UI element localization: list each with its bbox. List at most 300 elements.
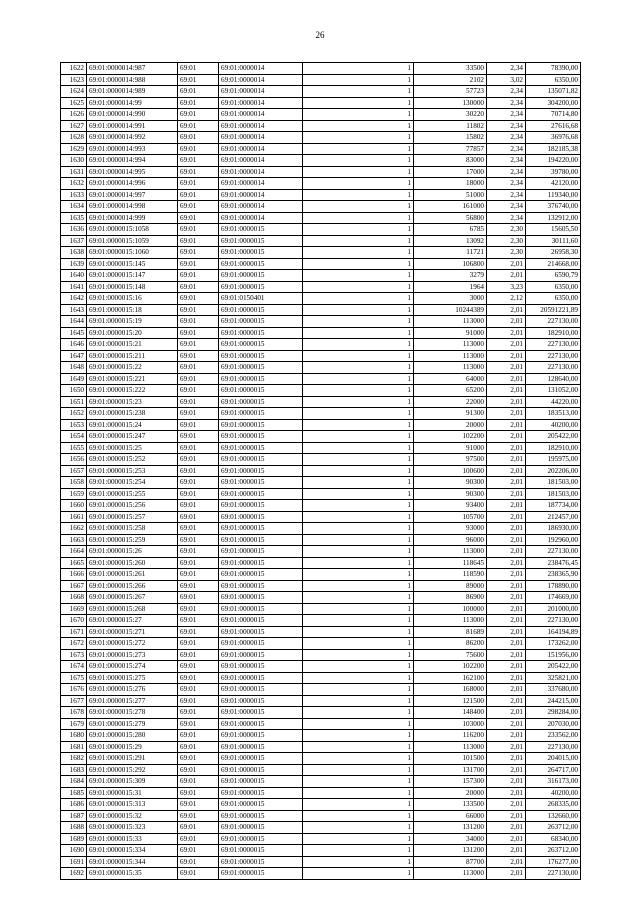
count-cell: 1 [303,97,414,109]
area-cell: 90300 [414,488,487,500]
specific-value-cell: 2,34 [487,97,526,109]
table-row [61,396,581,408]
quarter-number-cell: 69:01:0000015 [219,741,303,753]
area-cell: 11721 [414,247,487,259]
cadastral-value-cell: 176277,00 [526,856,581,868]
count-cell: 1 [303,695,414,707]
quarter-number-cell: 69:01:0000015 [219,362,303,374]
cadastral-value-cell: 268335,00 [526,799,581,811]
specific-value-cell: 2,34 [487,86,526,98]
district-code-cell: 69:01 [178,511,219,523]
cadastral-number-cell: 69:01:0000015:260 [87,557,178,569]
table-row [61,189,581,201]
district-code-cell: 69:01 [178,626,219,638]
cadastral-value-cell: 227130,00 [526,615,581,627]
table-row [61,845,581,857]
table-row [61,546,581,558]
specific-value-cell: 2,34 [487,109,526,121]
cadastral-value-cell: 183513,00 [526,408,581,420]
district-code-cell: 69:01 [178,741,219,753]
specific-value-cell: 2,01 [487,810,526,822]
count-cell: 1 [303,638,414,650]
cadastral-value-cell: 42120,00 [526,178,581,190]
quarter-number-cell: 69:01:0000014 [219,120,303,132]
quarter-number-cell: 69:01:0000015 [219,856,303,868]
cadastral-value-cell: 6350,00 [526,281,581,293]
table-row [61,626,581,638]
cadastral-value-cell: 207030,00 [526,718,581,730]
row-number-cell: 1666 [61,569,87,581]
cadastral-number-cell: 69:01:0000015:145 [87,258,178,270]
specific-value-cell: 2,01 [487,316,526,328]
district-code-cell: 69:01 [178,822,219,834]
district-code-cell: 69:01 [178,419,219,431]
specific-value-cell: 2,01 [487,695,526,707]
cadastral-value-cell: 174669,00 [526,592,581,604]
area-cell: 113000 [414,339,487,351]
cadastral-number-cell: 69:01:0000015:19 [87,316,178,328]
count-cell: 1 [303,546,414,558]
specific-value-cell: 2,01 [487,845,526,857]
quarter-number-cell: 69:01:0000015 [219,396,303,408]
area-cell: 113000 [414,362,487,374]
row-number-cell: 1668 [61,592,87,604]
cadastral-number-cell: 69:01:0000014:995 [87,166,178,178]
row-number-cell: 1622 [61,63,87,75]
cadastral-value-cell: 238365,90 [526,569,581,581]
cadastral-number-cell: 69:01:0000015:18 [87,304,178,316]
cadastral-number-cell: 69:01:0000015:273 [87,649,178,661]
specific-value-cell: 2,34 [487,155,526,167]
quarter-number-cell: 69:01:0000015 [219,465,303,477]
table-row [61,580,581,592]
district-code-cell: 69:01 [178,396,219,408]
area-cell: 102200 [414,431,487,443]
count-cell: 1 [303,235,414,247]
cadastral-value-cell: 192960,00 [526,534,581,546]
count-cell: 1 [303,718,414,730]
cadastral-number-cell: 69:01:0000014:99 [87,97,178,109]
cadastral-number-cell: 69:01:0000014:993 [87,143,178,155]
specific-value-cell: 2,01 [487,534,526,546]
table-row [61,293,581,305]
area-cell: 87700 [414,856,487,868]
area-cell: 86200 [414,638,487,650]
cadastral-value-cell: 119340,00 [526,189,581,201]
quarter-number-cell: 69:01:0000014 [219,86,303,98]
table-row [61,373,581,385]
area-cell: 11802 [414,120,487,132]
cadastral-number-cell: 69:01:0000014:991 [87,120,178,132]
quarter-number-cell: 69:01:0000015 [219,523,303,535]
area-cell: 3279 [414,270,487,282]
area-cell: 113000 [414,350,487,362]
row-number-cell: 1634 [61,201,87,213]
specific-value-cell: 2,01 [487,258,526,270]
specific-value-cell: 2,01 [487,730,526,742]
cadastral-value-cell: 186930,00 [526,523,581,535]
row-number-cell: 1673 [61,649,87,661]
row-number-cell: 1664 [61,546,87,558]
cadastral-number-cell: 69:01:0000014:997 [87,189,178,201]
district-code-cell: 69:01 [178,776,219,788]
table-row [61,684,581,696]
specific-value-cell: 2,01 [487,408,526,420]
count-cell: 1 [303,270,414,282]
district-code-cell: 69:01 [178,97,219,109]
count-cell: 1 [303,247,414,259]
quarter-number-cell: 69:01:0000014 [219,166,303,178]
count-cell: 1 [303,419,414,431]
row-number-cell: 1680 [61,730,87,742]
area-cell: 20000 [414,787,487,799]
count-cell: 1 [303,120,414,132]
cadastral-value-cell: 227130,00 [526,350,581,362]
table-row [61,776,581,788]
district-code-cell: 69:01 [178,557,219,569]
cadastral-number-cell: 69:01:0000015:1058 [87,224,178,236]
cadastral-number-cell: 69:01:0000015:278 [87,707,178,719]
district-code-cell: 69:01 [178,143,219,155]
area-cell: 133500 [414,799,487,811]
table-row [61,442,581,454]
cadastral-value-cell: 178890,00 [526,580,581,592]
area-cell: 121500 [414,695,487,707]
quarter-number-cell: 69:01:0000015 [219,661,303,673]
row-number-cell: 1687 [61,810,87,822]
quarter-number-cell: 69:01:0000015 [219,454,303,466]
district-code-cell: 69:01 [178,408,219,420]
area-cell: 161000 [414,201,487,213]
area-cell: 34000 [414,833,487,845]
specific-value-cell: 2,01 [487,362,526,374]
area-cell: 10244389 [414,304,487,316]
row-number-cell: 1662 [61,523,87,535]
row-number-cell: 1675 [61,672,87,684]
district-code-cell: 69:01 [178,120,219,132]
quarter-number-cell: 69:01:0000015 [219,511,303,523]
cadastral-value-cell: 6590,79 [526,270,581,282]
cadastral-value-cell: 204015,00 [526,753,581,765]
row-number-cell: 1658 [61,477,87,489]
row-number-cell: 1650 [61,385,87,397]
specific-value-cell: 2,01 [487,638,526,650]
count-cell: 1 [303,753,414,765]
quarter-number-cell: 69:01:0000015 [219,431,303,443]
area-cell: 91000 [414,327,487,339]
quarter-number-cell: 69:01:0000015 [219,753,303,765]
count-cell: 1 [303,431,414,443]
area-cell: 15802 [414,132,487,144]
quarter-number-cell: 69:01:0000015 [219,385,303,397]
quarter-number-cell: 69:01:0000015 [219,776,303,788]
specific-value-cell: 2,01 [487,396,526,408]
table-row [61,166,581,178]
area-cell: 100600 [414,465,487,477]
cadastral-number-cell: 69:01:0000015:27 [87,615,178,627]
cadastral-value-cell: 40200,00 [526,787,581,799]
table-row [61,155,581,167]
count-cell: 1 [303,649,414,661]
cadastral-number-cell: 69:01:0000015:33 [87,833,178,845]
quarter-number-cell: 69:01:0000015 [219,868,303,880]
cadastral-number-cell: 69:01:0000015:23 [87,396,178,408]
area-cell: 113000 [414,868,487,880]
count-cell: 1 [303,822,414,834]
quarter-number-cell: 69:01:0000014 [219,178,303,190]
area-cell: 97500 [414,454,487,466]
district-code-cell: 69:01 [178,764,219,776]
district-code-cell: 69:01 [178,350,219,362]
cadastral-number-cell: 69:01:0000015:147 [87,270,178,282]
cadastral-value-cell: 205422,00 [526,431,581,443]
area-cell: 83000 [414,155,487,167]
cadastral-number-cell: 69:01:0000015:271 [87,626,178,638]
specific-value-cell: 2,01 [487,649,526,661]
cadastral-number-cell: 69:01:0000015:29 [87,741,178,753]
count-cell: 1 [303,350,414,362]
district-code-cell: 69:01 [178,235,219,247]
area-cell: 105700 [414,511,487,523]
cadastral-value-cell: 173262,00 [526,638,581,650]
row-number-cell: 1685 [61,787,87,799]
quarter-number-cell: 69:01:0000014 [219,143,303,155]
row-number-cell: 1639 [61,258,87,270]
cadastral-value-cell: 78390,00 [526,63,581,75]
row-number-cell: 1667 [61,580,87,592]
district-code-cell: 69:01 [178,638,219,650]
specific-value-cell: 2,01 [487,753,526,765]
quarter-number-cell: 69:01:0000015 [219,764,303,776]
quarter-number-cell: 69:01:0000014 [219,109,303,121]
district-code-cell: 69:01 [178,592,219,604]
area-cell: 93400 [414,500,487,512]
table-row [61,868,581,880]
row-number-cell: 1644 [61,316,87,328]
quarter-number-cell: 69:01:0000015 [219,534,303,546]
cadastral-number-cell: 69:01:0000015:292 [87,764,178,776]
district-code-cell: 69:01 [178,580,219,592]
count-cell: 1 [303,201,414,213]
quarter-number-cell: 69:01:0000015 [219,787,303,799]
quarter-number-cell: 69:01:0000014 [219,63,303,75]
row-number-cell: 1649 [61,373,87,385]
row-number-cell: 1638 [61,247,87,259]
specific-value-cell: 2,01 [487,868,526,880]
quarter-number-cell: 69:01:0000015 [219,695,303,707]
cadastral-value-cell: 128640,00 [526,373,581,385]
table-row [61,764,581,776]
specific-value-cell: 2,01 [487,523,526,535]
district-code-cell: 69:01 [178,569,219,581]
district-code-cell: 69:01 [178,178,219,190]
cadastral-number-cell: 69:01:0000015:1060 [87,247,178,259]
cadastral-value-cell: 132660,00 [526,810,581,822]
count-cell: 1 [303,488,414,500]
district-code-cell: 69:01 [178,201,219,213]
count-cell: 1 [303,764,414,776]
cadastral-number-cell: 69:01:0000015:276 [87,684,178,696]
district-code-cell: 69:01 [178,718,219,730]
area-cell: 113000 [414,546,487,558]
area-cell: 30220 [414,109,487,121]
count-cell: 1 [303,86,414,98]
count-cell: 1 [303,316,414,328]
cadastral-number-cell: 69:01:0000015:247 [87,431,178,443]
row-number-cell: 1655 [61,442,87,454]
area-cell: 157300 [414,776,487,788]
cadastral-number-cell: 69:01:0000015:313 [87,799,178,811]
row-number-cell: 1635 [61,212,87,224]
district-code-cell: 69:01 [178,546,219,558]
cadastral-value-cell: 20591221,89 [526,304,581,316]
cadastral-value-cell: 227130,00 [526,741,581,753]
specific-value-cell: 2,34 [487,212,526,224]
table-row [61,592,581,604]
specific-value-cell: 2,01 [487,822,526,834]
district-code-cell: 69:01 [178,488,219,500]
area-cell: 162100 [414,672,487,684]
specific-value-cell: 2,01 [487,465,526,477]
quarter-number-cell: 69:01:0000015 [219,350,303,362]
table-row [61,419,581,431]
specific-value-cell: 2,01 [487,350,526,362]
area-cell: 131200 [414,822,487,834]
cadastral-value-cell: 30111,60 [526,235,581,247]
count-cell: 1 [303,626,414,638]
cadastral-value-cell: 164194,89 [526,626,581,638]
quarter-number-cell: 69:01:0000015 [219,730,303,742]
cadastral-number-cell: 69:01:0000015:25 [87,442,178,454]
count-cell: 1 [303,442,414,454]
district-code-cell: 69:01 [178,856,219,868]
cadastral-value-cell: 6350,00 [526,293,581,305]
cadastral-number-cell: 69:01:0000014:994 [87,155,178,167]
quarter-number-cell: 69:01:0000015 [219,316,303,328]
area-cell: 131700 [414,764,487,776]
table-row [61,74,581,86]
row-number-cell: 1681 [61,741,87,753]
area-cell: 57723 [414,86,487,98]
table-row [61,822,581,834]
quarter-number-cell: 69:01:0000015 [219,580,303,592]
row-number-cell: 1632 [61,178,87,190]
table-row [61,120,581,132]
table-row [61,753,581,765]
area-cell: 96000 [414,534,487,546]
district-code-cell: 69:01 [178,500,219,512]
cadastral-value-cell: 195975,00 [526,454,581,466]
cadastral-value-cell: 182910,00 [526,442,581,454]
specific-value-cell: 2,01 [487,373,526,385]
cadastral-value-cell: 298284,00 [526,707,581,719]
cadastral-value-cell: 304200,00 [526,97,581,109]
count-cell: 1 [303,281,414,293]
specific-value-cell: 3,23 [487,281,526,293]
row-number-cell: 1676 [61,684,87,696]
table-row [61,86,581,98]
row-number-cell: 1679 [61,718,87,730]
cadastral-value-cell: 27616,68 [526,120,581,132]
row-number-cell: 1689 [61,833,87,845]
quarter-number-cell: 69:01:0000015 [219,419,303,431]
count-cell: 1 [303,63,414,75]
district-code-cell: 69:01 [178,845,219,857]
district-code-cell: 69:01 [178,649,219,661]
cadastral-number-cell: 69:01:0000015:222 [87,385,178,397]
count-cell: 1 [303,707,414,719]
cadastral-value-cell: 131052,00 [526,385,581,397]
area-cell: 131200 [414,845,487,857]
quarter-number-cell: 69:01:0000015 [219,626,303,638]
cadastral-value-cell: 205422,00 [526,661,581,673]
cadastral-number-cell: 69:01:0000014:989 [87,86,178,98]
count-cell: 1 [303,408,414,420]
cadastral-number-cell: 69:01:0000015:20 [87,327,178,339]
quarter-number-cell: 69:01:0000015 [219,684,303,696]
district-code-cell: 69:01 [178,373,219,385]
cadastral-number-cell: 69:01:0000015:259 [87,534,178,546]
district-code-cell: 69:01 [178,74,219,86]
row-number-cell: 1628 [61,132,87,144]
row-number-cell: 1660 [61,500,87,512]
cadastral-number-cell: 69:01:0000015:21 [87,339,178,351]
count-cell: 1 [303,730,414,742]
quarter-number-cell: 69:01:0000014 [219,201,303,213]
quarter-number-cell: 69:01:0000015 [219,810,303,822]
count-cell: 1 [303,661,414,673]
quarter-number-cell: 69:01:0000014 [219,189,303,201]
area-cell: 20000 [414,419,487,431]
cadastral-value-cell: 316173,00 [526,776,581,788]
specific-value-cell: 2,34 [487,166,526,178]
row-number-cell: 1674 [61,661,87,673]
cadastral-number-cell: 69:01:0000014:988 [87,74,178,86]
district-code-cell: 69:01 [178,603,219,615]
count-cell: 1 [303,799,414,811]
district-code-cell: 69:01 [178,672,219,684]
row-number-cell: 1631 [61,166,87,178]
row-number-cell: 1627 [61,120,87,132]
row-number-cell: 1669 [61,603,87,615]
table-row [61,741,581,753]
district-code-cell: 69:01 [178,212,219,224]
table-row [61,465,581,477]
cadastral-number-cell: 69:01:0000015:31 [87,787,178,799]
cadastral-value-cell: 40200,00 [526,419,581,431]
cadastral-value-cell: 135071,82 [526,86,581,98]
cadastral-number-cell: 69:01:0000014:998 [87,201,178,213]
row-number-cell: 1625 [61,97,87,109]
quarter-number-cell: 69:01:0150401 [219,293,303,305]
area-cell: 51000 [414,189,487,201]
row-number-cell: 1624 [61,86,87,98]
cadastral-value-cell: 70714,80 [526,109,581,121]
row-number-cell: 1690 [61,845,87,857]
cadastral-number-cell: 69:01:0000015:277 [87,695,178,707]
cadastral-number-cell: 69:01:0000014:990 [87,109,178,121]
area-cell: 81689 [414,626,487,638]
area-cell: 86900 [414,592,487,604]
cadastral-value-cell: 181503,00 [526,477,581,489]
cadastral-value-cell: 26958,30 [526,247,581,259]
quarter-number-cell: 69:01:0000015 [219,327,303,339]
table-row [61,477,581,489]
district-code-cell: 69:01 [178,86,219,98]
district-code-cell: 69:01 [178,787,219,799]
count-cell: 1 [303,178,414,190]
cadastral-number-cell: 69:01:0000015:26 [87,546,178,558]
